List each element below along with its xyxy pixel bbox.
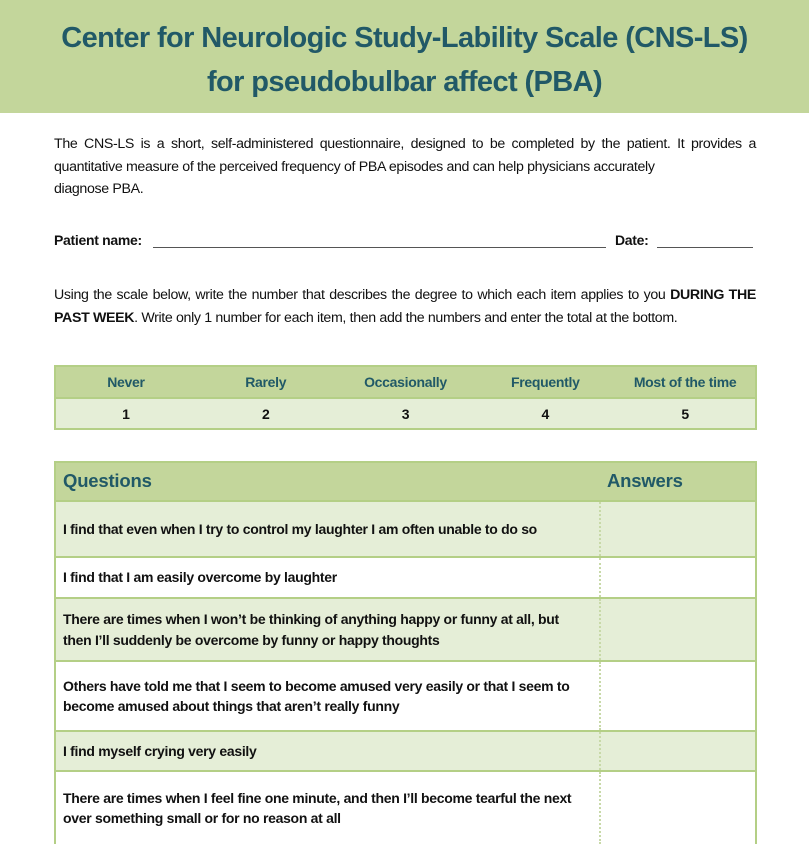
question-text: I find myself crying very easily [56,732,601,770]
table-row [56,772,755,844]
intro-paragraph [54,133,756,201]
scale-value-3: 3 [401,405,410,422]
answer-cell[interactable] [601,558,755,597]
date-label: Date: [615,232,649,248]
answer-cell[interactable] [601,732,755,770]
answer-cell[interactable] [601,502,755,556]
instructions-emphasis: DURING THE PAST WEEK [54,287,756,326]
questions-header-row [56,463,755,502]
question-text: There are times when I won’t be thinking of anything happy or funny at all, but then I’ll suddenly be overcome by funny or happy thoughts [56,599,601,660]
scale-value-2: 2 [261,405,270,422]
patient-name-label: Patient name: [54,232,142,248]
date-field[interactable] [657,247,753,248]
table-row [56,732,755,772]
intro-text-last: diagnose PBA. [54,181,144,197]
scale-label-rarely: Rarely [245,374,287,390]
answer-cell[interactable] [601,772,755,844]
instructions-paragraph [54,284,756,329]
scale-label-frequently: Frequently [511,374,580,390]
answers-column-header: Answers [607,470,683,492]
table-row [56,599,755,662]
rating-scale-table [54,365,757,430]
instructions-text-1: Using the scale below, write the number that describes the degree to which each item applies to you [54,287,671,303]
intro-text: The CNS-LS is a short, self-administered questionnaire, designed to be completed by the patient. It provides a quantitative measure of the perceived frequency of PBA episodes and can help physicians accurately [54,136,756,175]
table-row [56,662,755,732]
question-text: I find that even when I try to control my laughter I am often unable to do so [56,502,601,556]
instructions-text-2: . Write only 1 number for each item, then add the numbers and enter the total at the bottom. [134,309,678,326]
scale-value-5: 5 [681,405,689,422]
page-title-line-1: Center for Neurologic Study-Lability Scale (CNS-LS) [61,22,748,54]
patient-info-row [54,232,756,252]
scale-value-4: 4 [541,405,550,422]
question-text: I find that I am easily overcome by laughter [56,558,601,597]
title-banner [0,0,809,113]
scale-label-most-of-the-time: Most of the time [633,374,737,390]
page-title-line-2: for pseudobulbar affect (PBA) [206,66,603,98]
question-text: Others have told me that I seem to become amused very easily or that I seem to become amused about things that aren’t really funny [56,662,601,730]
table-row [56,502,755,558]
scale-labels-row [56,367,755,399]
patient-name-field[interactable] [153,247,606,248]
scale-label-never: Never [107,374,145,390]
scale-value-1: 1 [122,405,130,422]
table-row [56,558,755,599]
questions-table [54,461,757,844]
answer-cell[interactable] [601,599,755,660]
questions-column-header: Questions [56,463,601,500]
scale-values-row [56,399,755,428]
scale-label-occasionally: Occasionally [364,374,447,390]
answer-cell[interactable] [601,662,755,730]
question-text: There are times when I feel fine one minute, and then I’ll become tearful the next over something small or for no reason at all [56,772,601,844]
